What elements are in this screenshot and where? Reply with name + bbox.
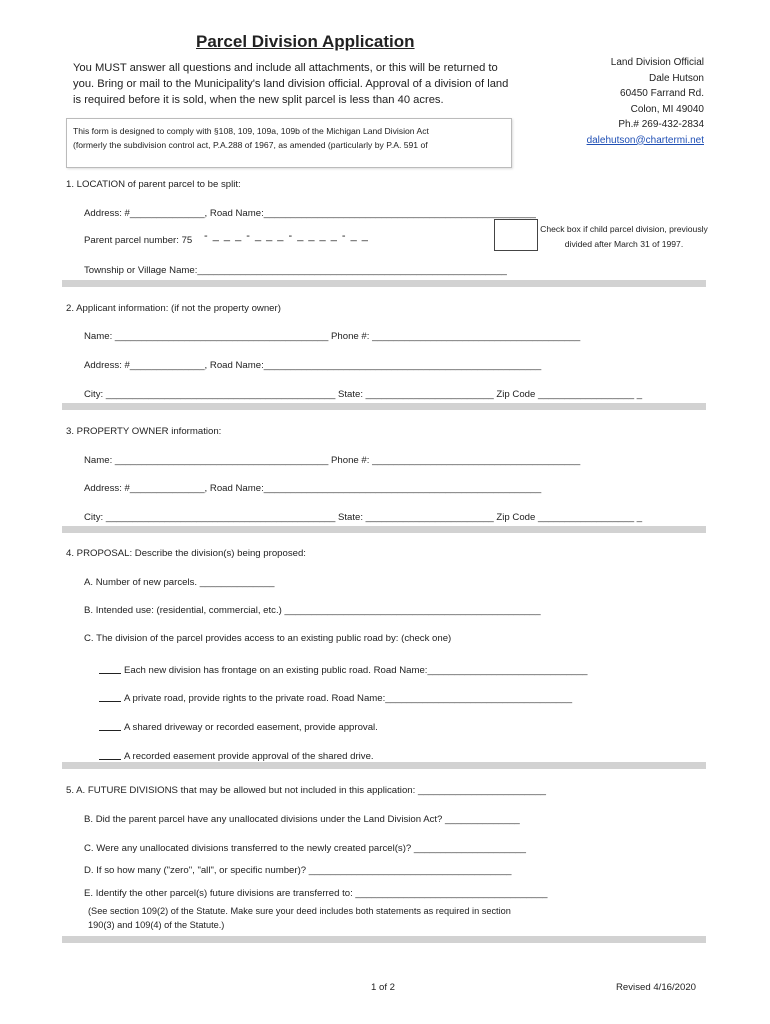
page-title: Parcel Division Application	[196, 32, 415, 51]
s2-city-state-zip-field[interactable]: City: ___________________________________________ State: ________________________ Zip Code __________________ _	[84, 389, 643, 400]
page-number: 1 of 2	[371, 982, 396, 993]
s4-intended-use-field[interactable]: B. Intended use: (residential, commercial, etc.) ________________________________________________	[84, 605, 541, 616]
s3-name-phone-field[interactable]: Name: ________________________________________ Phone #: _______________________________________	[84, 455, 581, 466]
section-4-heading: 4. PROPOSAL: Describe the division(s) being proposed:	[66, 548, 306, 559]
section-2-heading: 2. Applicant information: (if not the property owner)	[66, 303, 281, 314]
s5-statute-note-1: (See section 109(2) of the Statute. Make sure your deed includes both statements as required in section	[88, 906, 511, 916]
option-label: A shared driveway or recorded easement, provide approval.	[124, 722, 378, 733]
s1-township-field[interactable]: Township or Village Name:__________________________________________________________	[84, 265, 507, 276]
s4-number-of-parcels-field[interactable]: A. Number of new parcels. ______________	[84, 577, 275, 588]
option-label: Each new division has frontage on an existing public road. Road Name:______________________________	[124, 665, 588, 676]
section-divider-2	[62, 403, 706, 410]
official-street: 60450 Farrand Rd.	[620, 88, 704, 99]
section-3-heading: 3. PROPERTY OWNER information:	[66, 426, 222, 437]
statute-notice-box	[66, 118, 512, 168]
s4-access-question: C. The division of the parcel provides access to an existing public road by: (check one)	[84, 633, 452, 644]
s3-address-field[interactable]: Address: #______________, Road Name:____________________________________________________	[84, 483, 542, 494]
s3-city-state-zip-field[interactable]: City: ___________________________________________ State: ________________________ Zip Code __________________ _	[84, 512, 643, 523]
section-divider-4	[62, 762, 706, 769]
official-city: Colon, MI 49040	[630, 103, 704, 115]
s5-statute-note-2: 190(3) and 109(4) of the Statute.)	[88, 920, 225, 930]
s1-parcel-number-label: Parent parcel number: 75	[84, 235, 193, 246]
intro-text: You MUST answer all questions and include all attachments, or this will be returned to you. Bring or mail to the Municipality's land division official. Approval of a division of land is required before it is sold, when the new split parcel is less than 40 acres.	[73, 62, 509, 106]
option-checkbox-line[interactable]	[99, 663, 121, 674]
s4-option-private-road[interactable]	[99, 691, 572, 704]
section-1-heading: 1. LOCATION of parent parcel to be split:	[66, 179, 241, 190]
s4-option-shared-driveway[interactable]	[99, 720, 378, 733]
s2-name-phone-field[interactable]: Name: ________________________________________ Phone #: _______________________________________	[84, 331, 581, 342]
revision-date: Revised 4/16/2020	[616, 982, 697, 993]
section-divider-5	[62, 936, 706, 943]
option-checkbox-line[interactable]	[99, 720, 121, 731]
statute-notice-line-2: (formerly the subdivision control act, P.A.288 of 1967, as amended (particularly by P.A. 591 of	[73, 140, 428, 150]
official-phone: Ph.# 269-432-2834	[618, 119, 704, 130]
s4-option-public-road[interactable]	[99, 663, 588, 676]
s5-how-many-field[interactable]: D. If so how many ("zero", "all", or specific number)? ______________________________________	[84, 865, 512, 876]
s5-unallocated-divisions-field[interactable]: B. Did the parent parcel have any unallocated divisions under the Land Division Act? ______________	[84, 814, 520, 825]
s5-future-divisions-field[interactable]: 5. A. FUTURE DIVISIONS that may be allowed but not included in this application: ________________________	[66, 785, 546, 796]
s5-other-parcels-field[interactable]: E. Identify the other parcel(s) future divisions are transferred to: ____________________________________	[84, 888, 548, 899]
s5-transferred-divisions-field[interactable]: C. Were any unallocated divisions transferred to the newly created parcel(s)? _____________________	[84, 843, 526, 854]
official-email-link[interactable]: dalehutson@chartermi.net	[586, 134, 704, 146]
s4-option-recorded-easement[interactable]	[99, 749, 374, 762]
official-name: Dale Hutson	[648, 72, 704, 84]
section-divider-1	[62, 280, 706, 287]
statute-notice-line-1: This form is designed to comply with §108, 109, 109a, 109b of the Michigan Land Division Act	[73, 126, 429, 136]
s1-parcel-number-field[interactable]: - _ _ _ - _ _ _ - _ _ _ _ - _ _	[204, 230, 369, 242]
option-label: A recorded easement provide approval of the shared drive.	[124, 751, 374, 762]
option-checkbox-line[interactable]	[99, 749, 121, 760]
option-checkbox-line[interactable]	[99, 691, 121, 702]
child-parcel-checkbox[interactable]	[494, 219, 538, 251]
section-divider-3	[62, 526, 706, 533]
s2-address-field[interactable]: Address: #______________, Road Name:____________________________________________________	[84, 360, 542, 371]
child-parcel-checkbox-note: Check box if child parcel division, previously divided after March 31 of 1997.	[540, 224, 708, 249]
official-title: Land Division Official	[610, 57, 704, 68]
land-division-official-contact	[587, 55, 704, 148]
option-label: A private road, provide rights to the private road. Road Name:___________________________________	[124, 693, 573, 704]
s1-address-field[interactable]: Address: #______________, Road Name:___________________________________________________	[84, 208, 536, 219]
